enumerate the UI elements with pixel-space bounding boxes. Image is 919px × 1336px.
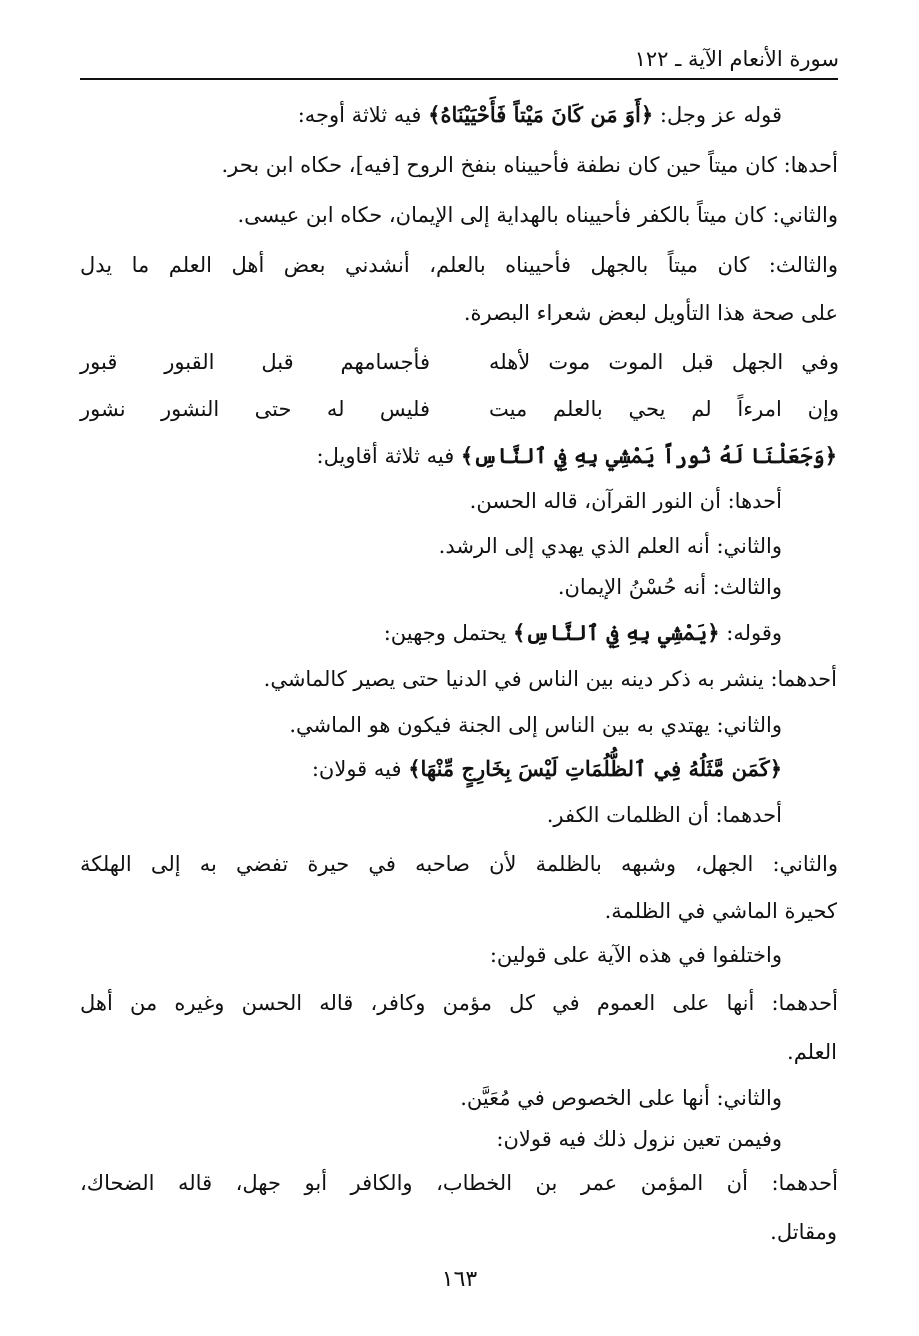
- text-segment: يحتمل وجهين:: [383, 621, 514, 645]
- text-line: [317, 439, 837, 473]
- text-line: أحدهما: ينشر به ذكر دينه بين الناس في الدنيا حتى يصير كالماشي.: [263, 667, 837, 691]
- text-line: [312, 752, 782, 786]
- text-line: والثالث: أنه حُسْنُ الإيمان.: [557, 575, 782, 599]
- text-segment: فيه ثلاثة أقاويل:: [316, 444, 461, 468]
- text-line: والثاني: أنها على الخصوص في مُعَيَّن.: [460, 1086, 782, 1110]
- text-line: وفيمن تعين نزول ذلك فيه قولان:: [496, 1127, 782, 1151]
- running-header: سورة الأنعام الآية ـ ١٢٢: [634, 47, 839, 71]
- poem-hemistich: فليس له حتى النشور نشور: [80, 397, 430, 421]
- text-line: العلم.: [787, 1040, 837, 1064]
- text-line: والثاني: كان ميتاً بالكفر فأحييناه بالهداية إلى الإيمان، حكاه ابن عيسى.: [237, 203, 838, 227]
- quran-quote: ﴿كَمَن مَّثَلُهُ فِي ٱلظُّلُمَاتِ لَيْسَ بِخَارِجٍ مِّنْهَا﴾: [408, 756, 782, 781]
- quran-quote: ﴿أَوَ مَن كَانَ مَيْتاً فَأَحْيَيْنَاهُ﴾: [428, 102, 654, 127]
- text-line: أحدهما: أن الظلمات الكفر.: [546, 803, 782, 827]
- text-line: والثاني: الجهل، وشبهه بالظلمة لأن صاحبه في حيرة تفضي به إلى الهلكة: [80, 852, 838, 876]
- poem-hemistich: وفي الجهل قبل الموت موت لأهله: [489, 350, 839, 374]
- text-line: والثالث: كان ميتاً بالجهل فأحييناه بالعلم، أنشدني بعض أهل العلم ما يدل: [80, 253, 838, 277]
- text-line: والثاني: يهتدي به بين الناس إلى الجنة فيكون هو الماشي.: [289, 713, 782, 737]
- text-line: والثاني: أنه العلم الذي يهدي إلى الرشد.: [438, 534, 782, 558]
- text-line: واختلفوا في هذه الآية على قولين:: [489, 943, 782, 967]
- page-number: ١٦٣: [441, 1267, 478, 1292]
- text-segment: وقوله:: [719, 621, 782, 645]
- text-line: أحدها: أن النور القرآن، قاله الحسن.: [469, 489, 782, 513]
- quran-quote: ﴿يَمْشِي بِهِ فِي ٱلنَّاسِ﴾: [513, 620, 720, 645]
- text-line: [384, 616, 782, 650]
- text-segment: فيه ثلاثة أوجه:: [297, 103, 429, 127]
- text-line: أحدها: كان ميتاً حين كان نطفة فأحييناه بنفخ الروح [فيه]، حكاه ابن بحر.: [221, 153, 838, 177]
- quran-quote: ﴿وَجَعَلْنَا لَهُ نُوراً يَمْشِي بِهِ فِي ٱلنَّاسِ﴾: [460, 443, 837, 468]
- poem-hemistich: فأجسامهم قبل القبور قبور: [80, 350, 430, 374]
- text-line: [80, 98, 782, 132]
- text-segment: فيه قولان:: [311, 757, 409, 781]
- text-line: كحيرة الماشي في الظلمة.: [604, 899, 837, 923]
- text-line: أحدهما: أن المؤمن عمر بن الخطاب، والكافر أبو جهل، قاله الضحاك،: [80, 1171, 838, 1195]
- header-rule: [80, 78, 838, 80]
- text-line: ومقاتل.: [770, 1220, 837, 1244]
- text-line: على صحة هذا التأويل لبعض شعراء البصرة.: [463, 301, 838, 325]
- poem-hemistich: وإن امرءاً لم يحي بالعلم ميت: [489, 397, 839, 421]
- text-segment: قوله عز وجل:: [653, 103, 782, 127]
- text-line: أحدهما: أنها على العموم في كل مؤمن وكافر، قاله الحسن وغيره من أهل: [80, 991, 838, 1015]
